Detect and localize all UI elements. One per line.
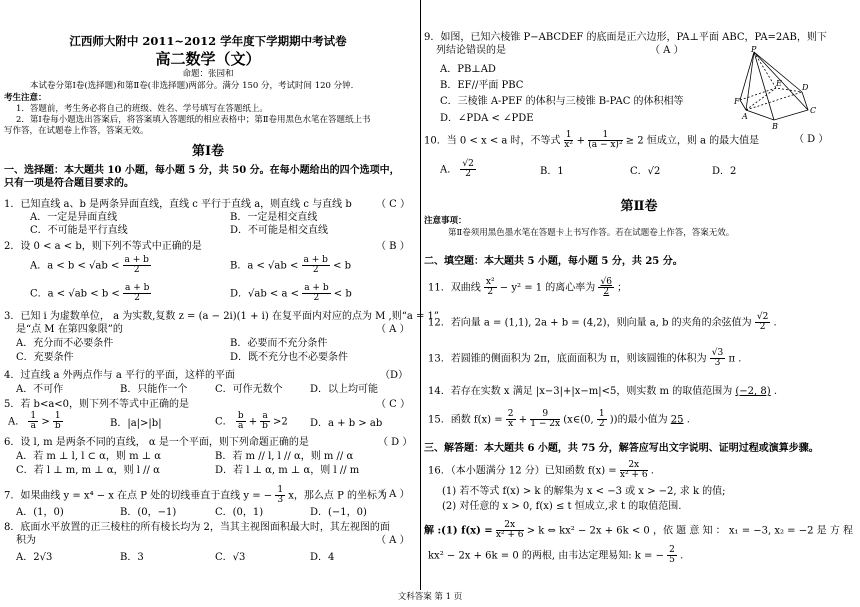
- q3-stem-2: 是“点 M 在第四象限”的: [16, 324, 123, 335]
- q14: 14．若存在实数 x 满足 |x−3|+|x−m|<5，则实数 m 的取值范围为 (−2, 8) .: [428, 386, 778, 397]
- q16-solution-2: kx² − 2x + 6k = 0 的两根, 由韦达定理易知: k = − $\frac{2}{5}$ .: [428, 545, 684, 566]
- q13: 13．若圆锥的侧面积为 2π，底面面积为 π，则该圆锥的体积为 $\frac{√3}{3}$ π .: [428, 348, 742, 369]
- q16-part-1: (1) 若不等式 f(x) > k 的解集为 x < −3 或 x > −2, 求 k 的值;: [442, 486, 726, 497]
- q3-answer: （ A ）: [376, 324, 410, 335]
- q2-a-fraction: $\frac{a + b}{2}$: [124, 255, 149, 276]
- q8-answer: （ A ）: [376, 535, 410, 546]
- base-front: [740, 92, 808, 120]
- q3-option-a: A．充分而不必要条件: [16, 338, 114, 349]
- q2-c-fraction: $\frac{a + b}{2}$: [124, 283, 150, 304]
- q1-stem: 1．已知直线 a、b 是两条异面直线，直线 c 平行于直线 a，则直线 c 与直线 b: [4, 199, 352, 210]
- q1-answer: （ C ）: [376, 199, 411, 210]
- label-c: C: [810, 106, 817, 115]
- q10-option-a: A． $\frac{√2}{2}$: [440, 159, 474, 180]
- edge-pe: [754, 52, 776, 88]
- q10-answer: （ D ）: [794, 134, 829, 145]
- q8-option-d: D．4: [310, 552, 335, 563]
- q4-option-a: A．不可作: [16, 384, 64, 395]
- q11-answer: $\frac{√6}{2}$: [600, 277, 612, 298]
- q13-answer: $\frac{√3}{3}$: [711, 348, 724, 369]
- notes-heading: 考生注意：: [4, 93, 47, 103]
- note-2a: 2．第Ⅰ卷每小题选出答案后，将答案填入答题纸的相应表格中；第Ⅱ卷用黑色水笔在答题纸上书: [16, 115, 371, 125]
- q4-option-b: B．只能作一个: [120, 384, 188, 395]
- q10-option-b: B．1: [540, 166, 564, 177]
- part2-title: 第Ⅱ卷: [620, 199, 658, 214]
- q3-option-b: B．必要而不充分条件: [230, 338, 328, 349]
- note-2b: 写作答，在试题卷上作答，答案无效。: [4, 126, 149, 136]
- note-1: 1．答题前，考生务必将自己的班级、姓名、学号填写在答题纸上。: [16, 104, 268, 114]
- edge-pf: [740, 52, 754, 100]
- edge-pa: [746, 52, 754, 110]
- q2-option-c: C．a < √ab < b < $\frac{a + b}{2}$: [30, 283, 150, 304]
- intro-text: 本试卷分第Ⅰ卷(选择题)和第Ⅱ卷(非选择题)两部分。满分 150 分，考试时间 120 分钟.: [30, 81, 354, 91]
- q4-answer: （D）: [380, 370, 409, 381]
- q7-option-a: A．(1，0): [16, 507, 64, 518]
- q7-option-d: D．(−1，0): [310, 507, 367, 518]
- label-f: F: [734, 97, 740, 106]
- q7-option-b: B．(0，−1): [120, 507, 177, 518]
- section-choice-a: 一、选择题：本大题共 10 小题，每小题 5 分，共 50 分。在每小题给出的四个选项中，: [4, 165, 400, 176]
- column-divider: [420, 0, 421, 590]
- q4-option-d: D．以上均可能: [310, 384, 379, 395]
- q10-option-d: D．2: [712, 166, 737, 177]
- q2-option-b: B．a < √ab < $\frac{a + b}{2}$ < b: [230, 255, 352, 276]
- q2-option-d: D．√ab < a < $\frac{a + b}{2}$ < b: [230, 283, 352, 304]
- label-p: P: [751, 45, 757, 54]
- school-title: 江西师大附中 2011~2012 学年度下学期期中考试卷: [69, 34, 347, 48]
- q8-option-a: A．2√3: [16, 552, 53, 563]
- q6-option-d: D．若 l ⊥ α, m ⊥ α，则 l // m: [215, 465, 360, 476]
- q9-option-a: A．PB⊥AD: [440, 64, 496, 75]
- q7-answer: （ A ）: [376, 489, 410, 500]
- q15-answer: 25: [670, 414, 684, 426]
- q14-answer: (−2, 8): [735, 386, 771, 397]
- q3-option-c: C．充要条件: [16, 352, 74, 363]
- part1-title: 第Ⅰ卷: [191, 144, 225, 159]
- q12-answer: $\frac{√2}{2}$: [756, 312, 769, 333]
- q7-option-c: C．(0，1): [215, 507, 264, 518]
- q1-option-a: A．一定是异面直线: [30, 212, 118, 223]
- solve-heading: 三、解答题：本大题共 6 小题，共 75 分，解答应写出文字说明、证明过程或演算步骤。: [424, 443, 819, 454]
- author-line: 命题：张园和: [182, 69, 234, 79]
- q2-stem: 2．设 0 < a < b，则下列不等式中正确的是: [4, 241, 202, 252]
- q6-option-a: A．若 m ⊥ l, l ⊂ α，则 m ⊥ α: [16, 451, 162, 462]
- q2-b-fraction: $\frac{a + b}{2}$: [303, 255, 328, 276]
- q5-option-c: C． $\frac{b}{a}$ + $\frac{a}{b}$ >2: [215, 411, 288, 432]
- q9-answer: （ A ）: [650, 45, 684, 56]
- q9-stem: 9．如图，已知六棱锥 P−ABCDEF 的底面是正六边形，PA⊥平面 ABC，PA=2AB，则下: [424, 32, 827, 43]
- section-choice-b: 只有一项是符合题目要求的。: [4, 178, 134, 189]
- q5-option-a: A． $\frac{1}{a}$ > $\frac{1}{b}$: [8, 411, 61, 432]
- label-e: E: [776, 79, 782, 88]
- label-b: B: [772, 122, 778, 131]
- fill-heading: 二、填空题：本大题共 5 小题，每小题 5 分，共 25 分。: [424, 256, 683, 267]
- q4-stem: 4．过直线 a 外两点作与 a 平行的平面，这样的平面: [4, 370, 236, 381]
- q5-option-d: D．a + b > ab: [310, 418, 383, 429]
- q6-answer: （ D ）: [378, 437, 413, 448]
- q12: 12．若向量 a = (1,1), 2a + b = (4,2)，则向量 a, b 的夹角的余弦值为 $\frac{√2}{2}$ .: [428, 312, 777, 333]
- q2-answer: （ B ）: [376, 241, 410, 252]
- q3-option-d: D．既不充分也不必要条件: [230, 352, 349, 363]
- q8-option-b: B．3: [120, 552, 144, 563]
- q11: 11．双曲线 $\frac{\text{x²}}{2}$ − y² = 1 的离心率为 $\frac{√6}{2}$ ；: [428, 277, 628, 298]
- q16-solution-1: 解 :(1) f(x) = $\frac{2x}{\text{x² + 6}}$ > k ⇔ kx² − 2x + 6k < 0 ，依 题 意 知 ： x₁ = −3, x₂ = −2 是 方 程: [424, 520, 854, 541]
- diag-ae: [746, 88, 776, 110]
- q4-option-c: C．可作无数个: [215, 384, 283, 395]
- hexagonal-pyramid-figure: [734, 45, 846, 132]
- q5-option-b: B．|a|>|b|: [110, 418, 162, 429]
- q10-option-c: C．√2: [630, 166, 661, 177]
- q8-stem: 8．底面水平放置的正三棱柱的所有棱长均为 2，当其主视图面积最大时，其左视图的面: [4, 522, 390, 533]
- q9-option-b: B．EF//平面 PBC: [440, 80, 524, 91]
- q16-part-2: (2) 对任意的 x > 0, f(x) ≤ t 恒成立,求 t 的取值范围.: [442, 501, 682, 512]
- q6-option-b: B．若 m // l, l // α，则 m // α: [215, 451, 354, 462]
- q1-option-b: B．一定是相交直线: [230, 212, 318, 223]
- q10-stem: 10．当 0 < x < a 时，不等式 $\frac{1}{\text{x²}}$ + $\frac{1}{\text{(a − x)²}}$ ≥ 2 恒成立，则 a 的最大值是: [424, 130, 760, 151]
- label-d: D: [802, 83, 809, 92]
- q9-stem-2: 列结论错误的是: [436, 45, 506, 56]
- q7-stem: 7．如果曲线 y = x⁴ − x 在点 P 处的切线垂直于直线 y = − $\frac{1}{3}$ x，那么点 P 的坐标为: [4, 485, 388, 506]
- diag-ad: [746, 92, 802, 110]
- q1-option-c: C．不可能是平行直线: [30, 225, 128, 236]
- q5-answer: （ C ）: [376, 399, 411, 410]
- q15: 15．函数 f(x) = $\frac{2}{x}$ + $\frac{9}{1 - 2x}$ (x∈(0, $\frac{1}{2}$ ))的最小值为 25 .: [428, 409, 690, 430]
- notice-text: 第Ⅱ卷须用黑色墨水笔在答题卡上书写作答。若在试题卷上作答，答案无效。: [448, 228, 735, 238]
- q8-stem-2: 积为: [16, 535, 36, 546]
- q2-d-fraction: $\frac{a + b}{2}$: [304, 283, 329, 304]
- q8-option-c: C．√3: [215, 552, 246, 563]
- notice-heading: 注意事项：: [424, 216, 467, 226]
- q3-stem: 3．已知 i 为虚数单位， a 为实数,复数 z = (a − 2i)(1 + i) 在复平面内对应的点为 M ,则“a = 1”: [4, 311, 439, 322]
- q16-stem: 16．（本小题满分 12 分）已知函数 f(x) = $\frac{2x}{\text{x² + 6}}$ .: [428, 460, 654, 481]
- page-footer: 文科答案 第 1 页: [397, 592, 463, 602]
- q9-option-d: D．∠PDA < ∠PDE: [440, 113, 534, 124]
- subject-title: 高二数学（文）: [155, 50, 261, 68]
- q5-stem: 5．若 b<a<0，则下列不等式中正确的是: [4, 399, 190, 410]
- q2-option-a: A．a < b < √ab < $\frac{a + b}{2}$: [30, 255, 149, 276]
- q6-stem: 6．设 l, m 是两条不同的直线， α 是一个平面，则下列命题正确的是: [4, 437, 309, 448]
- q1-option-d: D．不可能是相交直线: [230, 225, 329, 236]
- q9-option-c: C．三棱锥 A-PEF 的体积与三棱锥 B-PAC 的体积相等: [440, 96, 684, 107]
- q6-option-c: C．若 l ⊥ m, m ⊥ α，则 l // α: [16, 465, 160, 476]
- label-a: A: [742, 112, 748, 121]
